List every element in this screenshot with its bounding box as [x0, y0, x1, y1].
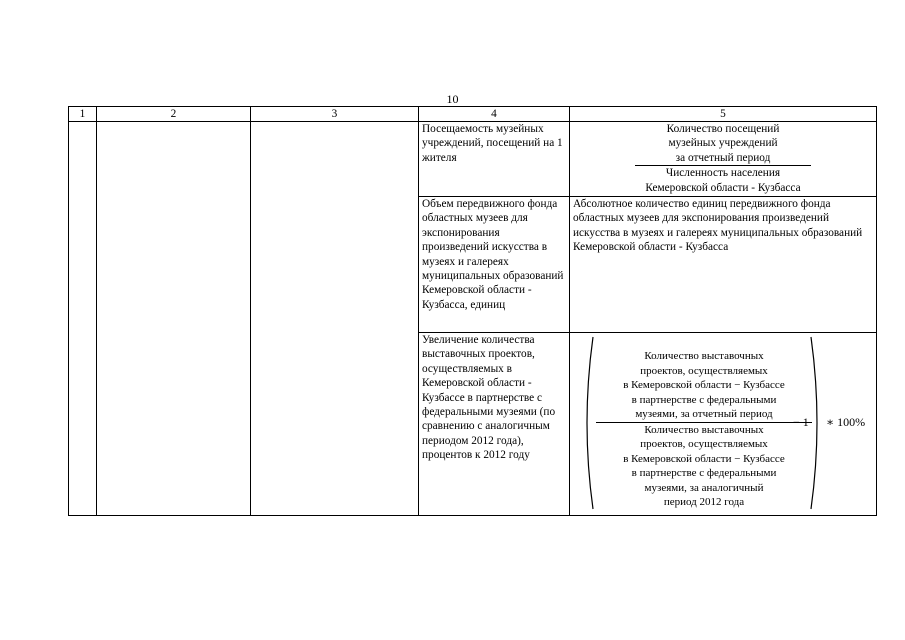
percent-change-formula	[573, 333, 873, 513]
left-paren	[579, 335, 595, 511]
denominator-line: Численность населения	[665, 167, 781, 180]
table-row	[69, 122, 877, 197]
indicator-cell: Посещаемость музейных учреждений, посещений на 1 жителя	[419, 122, 570, 197]
numerator-line: Количество выставочных	[644, 350, 764, 362]
header-cell-2: 2	[97, 107, 251, 122]
denominator-line: проектов, осуществляемых	[640, 438, 768, 450]
header-cell-3: 3	[251, 107, 419, 122]
numerator-line: в Кемеровской области − Кузбассе	[623, 379, 785, 391]
numerator-line: проектов, осуществляемых	[640, 364, 768, 377]
numerator-line: музейных учреждений	[668, 137, 778, 150]
cell-col3	[251, 122, 419, 516]
indicator-cell: Объем передвижного фонда областных музеев для экспонирования произведений искусства в музеях и галереях муниципальных образований Кемеровской области - Кузбасса, единиц	[419, 197, 570, 333]
formula-cell	[570, 333, 877, 516]
indicators-table	[68, 106, 877, 516]
numerator-line: за отчетный период	[675, 151, 771, 164]
header-cell-5: 5	[570, 107, 877, 122]
numerator-line: в партнерстве с федеральными	[631, 393, 777, 406]
indicator-cell: Увеличение количества выставочных проектов, осуществляемых в Кемеровской области - Кузбассе в партнерстве с федеральными музеями (по сравнению с аналогичным периодом 2012 года), процентов к 2012 году	[419, 333, 570, 516]
denominator-line: Количество выставочных	[644, 423, 764, 436]
header-row	[69, 107, 877, 122]
header-cell-1: 1	[69, 107, 97, 122]
page-number: 10	[446, 92, 459, 106]
minus-one: − 1	[793, 415, 809, 429]
right-paren	[809, 335, 825, 511]
times-100-percent: ∗ 100%	[826, 415, 866, 429]
cell-col1	[69, 122, 97, 516]
formula-fraction	[595, 349, 813, 510]
denominator-line: Кемеровской области - Кузбасса	[645, 181, 801, 194]
numerator-line: Количество посещений	[666, 123, 780, 135]
formula-text-cell: Абсолютное количество единиц передвижного фонда областных музеев для экспонирования произведений искусства в музеях и галереях муниципальных образований Кемеровской области - Кузбасса	[570, 197, 877, 333]
numerator-line: музеями, за отчетный период	[635, 408, 773, 420]
formula-cell	[570, 122, 877, 197]
denominator-line: период 2012 года	[663, 496, 745, 508]
header-cell-4: 4	[419, 107, 570, 122]
denominator-line: в партнерстве с федеральными	[631, 467, 777, 479]
cell-col2	[97, 122, 251, 516]
denominator-line: в Кемеровской области − Кузбассе	[623, 452, 785, 465]
denominator-line: музеями, за аналогичный	[644, 481, 764, 494]
